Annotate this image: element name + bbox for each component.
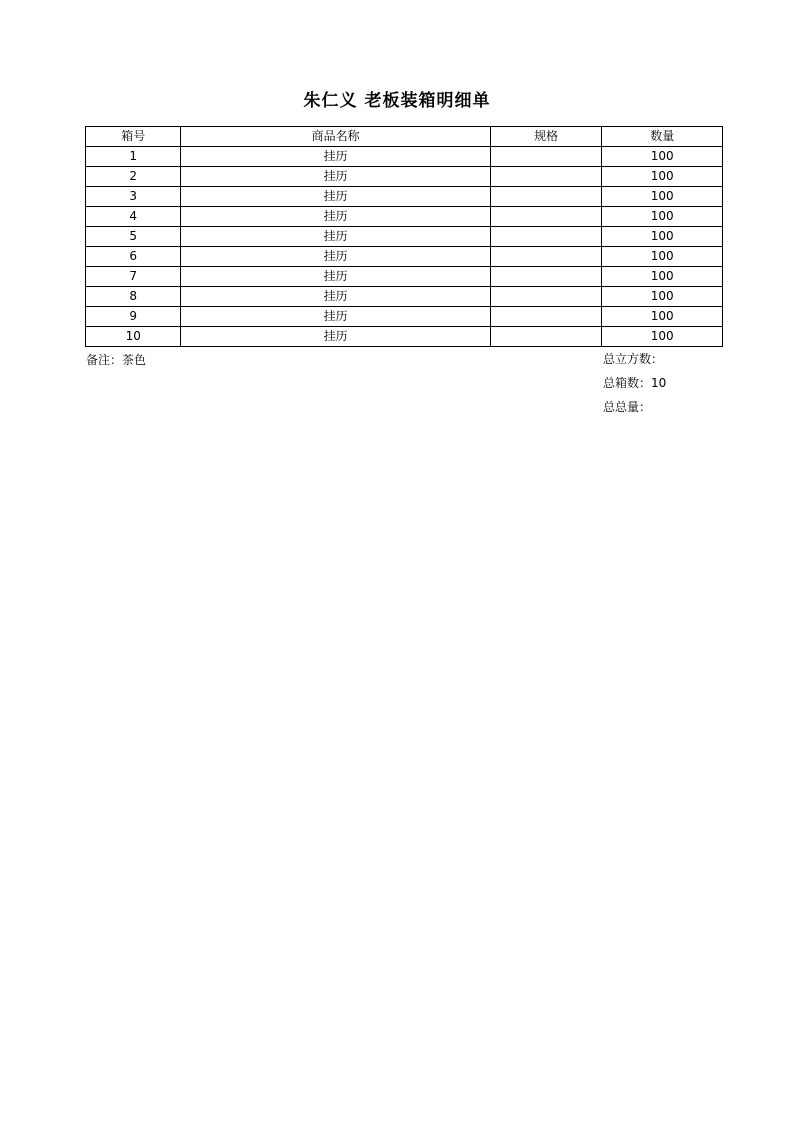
- cell-product-name: 挂历: [181, 287, 490, 307]
- cell-box-number: 2: [86, 167, 181, 187]
- cell-spec: [490, 307, 602, 327]
- table-row: [86, 167, 723, 187]
- cell-spec: [490, 327, 602, 347]
- cell-box-number: 1: [86, 147, 181, 167]
- cell-box-number: 6: [86, 247, 181, 267]
- table-row: [86, 327, 723, 347]
- cell-product-name: 挂历: [181, 147, 490, 167]
- cell-spec: [490, 267, 602, 287]
- cell-quantity: 100: [602, 187, 723, 207]
- cell-spec: [490, 207, 602, 227]
- page-title: 朱仁义 老板装箱明细单: [303, 91, 491, 111]
- cell-spec: [490, 227, 602, 247]
- cell-box-number: 9: [86, 307, 181, 327]
- cell-product-name: 挂历: [181, 327, 490, 347]
- cell-box-number: 10: [86, 327, 181, 347]
- cell-spec: [490, 247, 602, 267]
- total-volume-label: 总立方数：: [603, 352, 664, 366]
- header-spec: 规格: [490, 127, 602, 147]
- table-row: [86, 267, 723, 287]
- table-row: [86, 307, 723, 327]
- table-row: [86, 207, 723, 227]
- cell-quantity: 100: [602, 227, 723, 247]
- header-product-name: 商品名称: [181, 127, 490, 147]
- table-row: [86, 247, 723, 267]
- table-row: [86, 287, 723, 307]
- cell-quantity: 100: [602, 267, 723, 287]
- cell-product-name: 挂历: [181, 267, 490, 287]
- cell-product-name: 挂历: [181, 227, 490, 247]
- table-row: [86, 147, 723, 167]
- table-row: [86, 187, 723, 207]
- cell-spec: [490, 287, 602, 307]
- cell-quantity: 100: [602, 327, 723, 347]
- cell-box-number: 3: [86, 187, 181, 207]
- cell-quantity: 100: [602, 207, 723, 227]
- cell-box-number: 4: [86, 207, 181, 227]
- cell-quantity: 100: [602, 307, 723, 327]
- cell-spec: [490, 187, 602, 207]
- cell-product-name: 挂历: [181, 307, 490, 327]
- packing-list-table: [85, 126, 723, 347]
- cell-box-number: 5: [86, 227, 181, 247]
- cell-product-name: 挂历: [181, 167, 490, 187]
- cell-spec: [490, 147, 602, 167]
- cell-product-name: 挂历: [181, 187, 490, 207]
- total-boxes-label: 总箱数：10: [603, 376, 667, 390]
- summary-block: [603, 347, 666, 419]
- cell-box-number: 7: [86, 267, 181, 287]
- header-quantity: 数量: [602, 127, 723, 147]
- cell-quantity: 100: [602, 287, 723, 307]
- cell-quantity: 100: [602, 247, 723, 267]
- cell-quantity: 100: [602, 167, 723, 187]
- table-header-row: [86, 127, 723, 147]
- cell-product-name: 挂历: [181, 247, 490, 267]
- header-box-number: 箱号: [86, 127, 181, 147]
- table-row: [86, 227, 723, 247]
- total-quantity-label: 总总量：: [603, 400, 652, 414]
- cell-product-name: 挂历: [181, 207, 490, 227]
- cell-quantity: 100: [602, 147, 723, 167]
- cell-spec: [490, 167, 602, 187]
- remark-note: 备注：茶色: [86, 353, 147, 367]
- cell-box-number: 8: [86, 287, 181, 307]
